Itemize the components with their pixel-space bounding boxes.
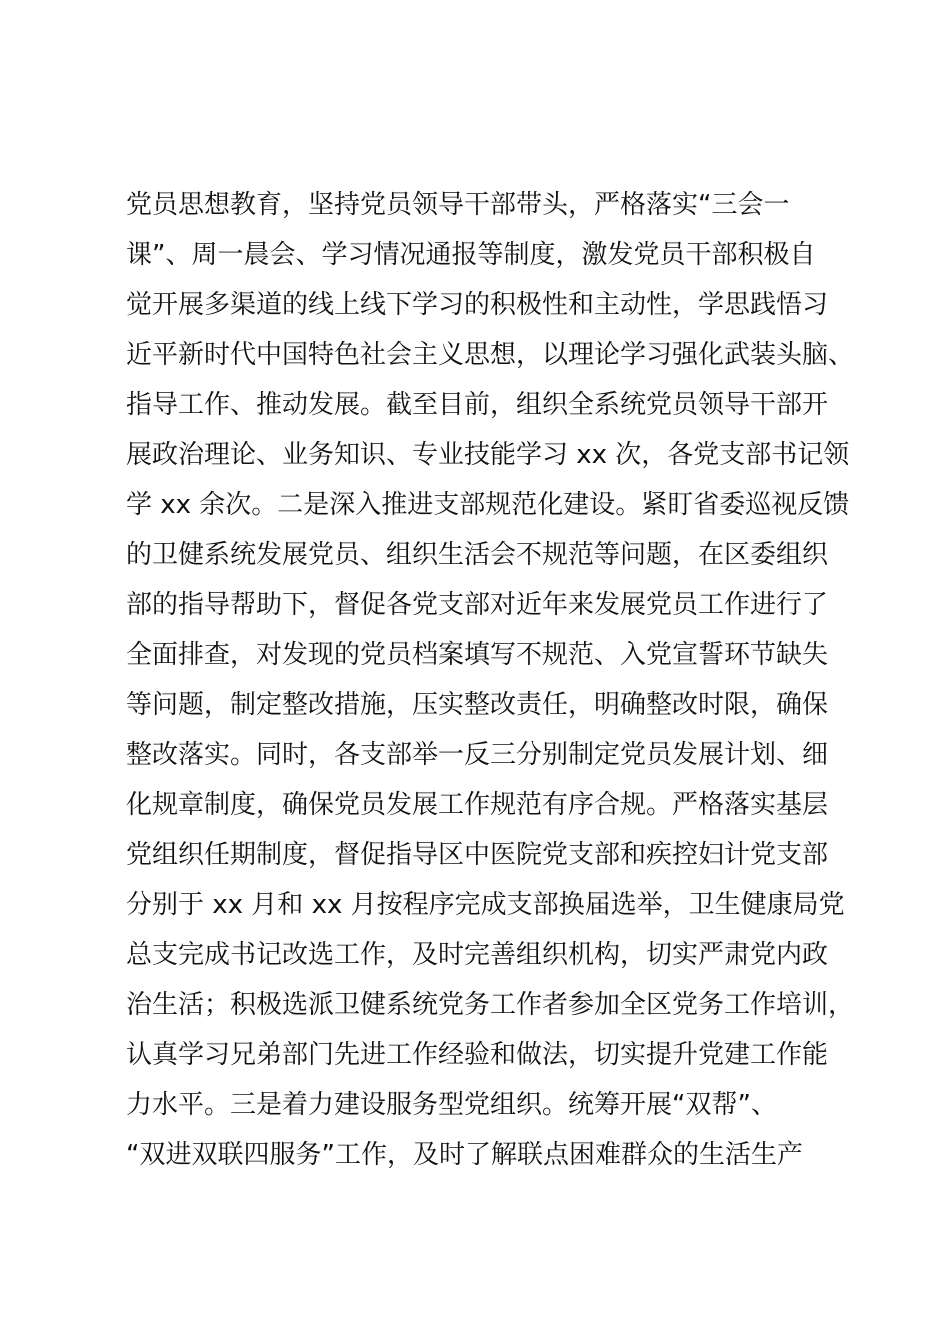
text-line: 分别于 xx 月和 xx 月按程序完成支部换届选举，卫生健康局党	[126, 890, 845, 920]
text-line: 学 xx 余次。二是深入推进支部规范化建设。紧盯省委巡视反馈	[126, 490, 850, 520]
text-line: 的卫健系统发展党员、组织生活会不规范等问题，在区委组织	[126, 540, 829, 570]
text-line: 整改落实。同时，各支部举一反三分别制定党员发展计划、细	[126, 740, 829, 770]
text-line: 指导工作、推动发展。截至目前，组织全系统党员领导干部开	[126, 390, 829, 420]
text-line: 总支完成书记改选工作，及时完善组织机构，切实严肃党内政	[126, 940, 829, 970]
text-line: 党组织任期制度，督促指导区中医院党支部和疾控妇计党支部	[126, 840, 829, 870]
text-line: 觉开展多渠道的线上线下学习的积极性和主动性，学思践悟习	[126, 290, 829, 320]
text-line: “双进双联四服务”工作，及时了解联点困难群众的生活生产	[126, 1140, 803, 1170]
text-line: 认真学习兄弟部门先进工作经验和做法，切实提升党建工作能	[126, 1040, 829, 1070]
text-line: 化规章制度，确保党员发展工作规范有序合规。严格落实基层	[126, 790, 829, 820]
text-line: 近平新时代中国特色社会主义思想，以理论学习强化武装头脑、	[126, 340, 855, 370]
text-line: 全面排查，对发现的党员档案填写不规范、入党宣誓环节缺失	[126, 640, 829, 670]
text-line: 部的指导帮助下，督促各党支部对近年来发展党员工作进行了	[126, 590, 829, 620]
text-line: 课”、周一晨会、学习情况通报等制度，激发党员干部积极自	[126, 240, 816, 270]
text-line: 等问题，制定整改措施，压实整改责任，明确整改时限，确保	[126, 690, 829, 720]
text-line: 展政治理论、业务知识、专业技能学习 xx 次，各党支部书记领	[126, 440, 850, 470]
text-line: 力水平。三是着力建设服务型党组织。统筹开展“双帮”、	[126, 1090, 777, 1120]
body-paragraph	[126, 180, 855, 1180]
text-line: 治生活；积极选派卫健系统党务工作者参加全区党务工作培训，	[126, 990, 855, 1020]
text-line: 党员思想教育，坚持党员领导干部带头，严格落实“三会一	[126, 190, 790, 220]
